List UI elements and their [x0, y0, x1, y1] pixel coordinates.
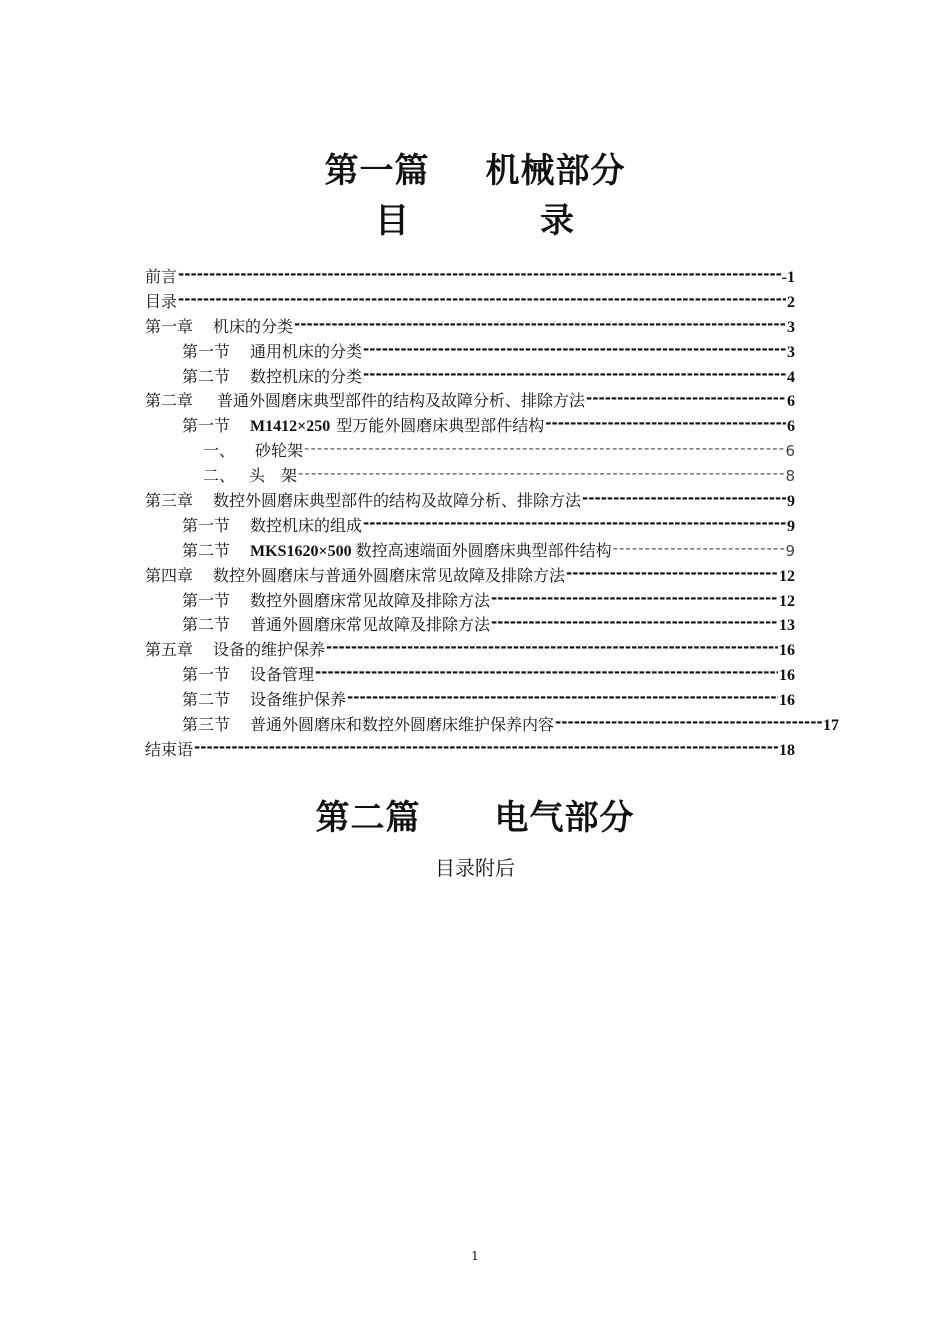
toc-title: 普通外圆磨床和数控外圆磨床维护保养内容: [250, 715, 555, 735]
toc-chapter: 第一节: [182, 665, 231, 685]
toc-chapter: 一、: [203, 441, 236, 461]
part1-title: [0, 143, 950, 192]
toc-leader: [582, 490, 786, 506]
toc-title: 设备维护保养: [250, 690, 347, 710]
toc-leader: [178, 291, 786, 307]
toc-chapter: 第一章: [145, 316, 194, 336]
toc-leader: [304, 440, 784, 456]
toc-page: 16: [779, 692, 795, 710]
part1-subject: 机械部分: [485, 151, 626, 191]
toc-title: 数控外圆磨床与普通外圆磨床常见故障及排除方法: [213, 565, 566, 585]
page-number: 1: [471, 1249, 479, 1263]
toc-page: 13: [779, 617, 795, 635]
toc-chapter: 结束语: [145, 739, 194, 759]
toc-entry[interactable]: [145, 638, 795, 663]
toc-chapter: 二、: [203, 466, 236, 486]
toc-entry[interactable]: [145, 290, 795, 315]
toc-title: 通用机床的分类: [250, 341, 363, 361]
toc-page: 12: [779, 567, 795, 585]
toc-title: 数控高速端面外圆磨床典型部件结构: [355, 540, 612, 560]
toc-chapter: 第三节: [182, 715, 231, 735]
toc-entry[interactable]: [145, 439, 795, 464]
toc-chapter: 第四章: [145, 565, 194, 585]
toc-page: 3: [787, 343, 795, 361]
toc-leader: [613, 540, 785, 556]
toc-chapter: 第一节: [182, 416, 231, 436]
toc-chapter: 第二章: [145, 391, 194, 411]
toc-page: 17: [823, 717, 839, 735]
toc-page: 2: [787, 293, 795, 311]
toc-page: 6: [787, 393, 795, 411]
toc-entry[interactable]: [145, 564, 795, 589]
part2-subject: 电气部分: [494, 798, 635, 838]
toc-entry[interactable]: [145, 315, 795, 340]
toc-leader: [363, 515, 786, 531]
toc-entry[interactable]: [145, 489, 795, 514]
toc-leader: [491, 614, 778, 630]
part1-label: 第一篇: [324, 151, 430, 191]
contents-left: 目: [375, 201, 410, 241]
toc-page: 9: [787, 517, 795, 535]
toc-page: 16: [779, 642, 795, 660]
toc-title: 设备的维护保养: [213, 640, 326, 660]
toc-page: 16: [779, 667, 795, 685]
toc-chapter: 第二节: [182, 366, 231, 386]
toc-chapter: 第一节: [182, 590, 231, 610]
toc-entry[interactable]: [145, 389, 795, 414]
toc-page: 9: [787, 493, 795, 511]
toc-entry[interactable]: [145, 663, 795, 688]
toc-entry[interactable]: [145, 589, 795, 614]
toc-model-code: MKS1620×500: [250, 542, 352, 560]
toc-leader: [347, 689, 778, 705]
table-of-contents: [145, 265, 839, 763]
toc-entry[interactable]: [145, 613, 795, 638]
toc-entry[interactable]: [145, 539, 795, 564]
toc-title: 数控外圆磨床常见故障及排除方法: [250, 590, 491, 610]
toc-leader: [545, 415, 786, 431]
toc-title: 机床的分类: [213, 316, 294, 336]
toc-chapter: 第二节: [182, 615, 231, 635]
toc-entry[interactable]: [145, 738, 795, 763]
toc-page: 9: [785, 541, 795, 560]
toc-page: 8: [785, 467, 795, 486]
toc-chapter: 第一节: [182, 341, 231, 361]
toc-entry[interactable]: [145, 688, 795, 713]
toc-page: 12: [779, 592, 795, 610]
toc-leader: [178, 266, 781, 282]
toc-title: 数控机床的组成: [250, 515, 363, 535]
toc-leader: [194, 739, 778, 755]
toc-title: 数控机床的分类: [250, 366, 363, 386]
toc-entry[interactable]: [145, 265, 795, 290]
toc-entry[interactable]: [145, 713, 839, 738]
toc-leader: [298, 465, 784, 481]
toc-entry[interactable]: [145, 414, 795, 439]
toc-leader: [294, 316, 786, 332]
toc-title: 头 架: [249, 466, 298, 486]
toc-title: 数控外圆磨床典型部件的结构及故障分析、排除方法: [213, 491, 582, 511]
toc-title: 设备管理: [250, 665, 315, 685]
toc-title: 普通外圆磨床典型部件的结构及故障分析、排除方法: [217, 391, 586, 411]
toc-leader: [586, 390, 786, 406]
toc-chapter: 第五章: [145, 640, 194, 660]
part2-title: [0, 790, 950, 839]
toc-leader: [326, 639, 778, 655]
toc-entry[interactable]: [145, 514, 795, 539]
toc-leader: [363, 341, 786, 357]
toc-leader: [555, 714, 822, 730]
toc-leader: [566, 565, 778, 581]
toc-chapter: 前言: [145, 267, 178, 286]
toc-page: -1: [781, 269, 795, 286]
part2-label: 第二篇: [315, 798, 421, 838]
toc-chapter: 第二节: [182, 690, 231, 710]
toc-title: 普通外圆磨床常见故障及排除方法: [250, 615, 491, 635]
part2-note: 目录附后: [435, 856, 515, 880]
contents-title: [0, 193, 950, 242]
toc-chapter: 目录: [145, 291, 178, 311]
toc-page: 18: [779, 741, 795, 759]
toc-chapter: 第一节: [182, 515, 231, 535]
toc-entry[interactable]: [145, 340, 795, 365]
contents-right: 录: [540, 201, 575, 241]
toc-entry[interactable]: [145, 464, 795, 489]
toc-page: 3: [787, 318, 795, 336]
toc-leader: [315, 664, 778, 680]
toc-chapter: 第三章: [145, 491, 194, 511]
toc-leader: [491, 590, 778, 606]
toc-entry[interactable]: [145, 365, 795, 390]
toc-model-code: M1412×250: [250, 418, 331, 436]
toc-title: 砂轮架: [255, 441, 304, 461]
toc-page: 6: [785, 442, 795, 461]
toc-page: 4: [787, 368, 795, 386]
toc-title: 型万能外圆磨床典型部件结构: [336, 416, 545, 436]
toc-leader: [363, 366, 786, 382]
toc-page: 6: [787, 418, 795, 436]
toc-chapter: 第二节: [182, 540, 231, 560]
